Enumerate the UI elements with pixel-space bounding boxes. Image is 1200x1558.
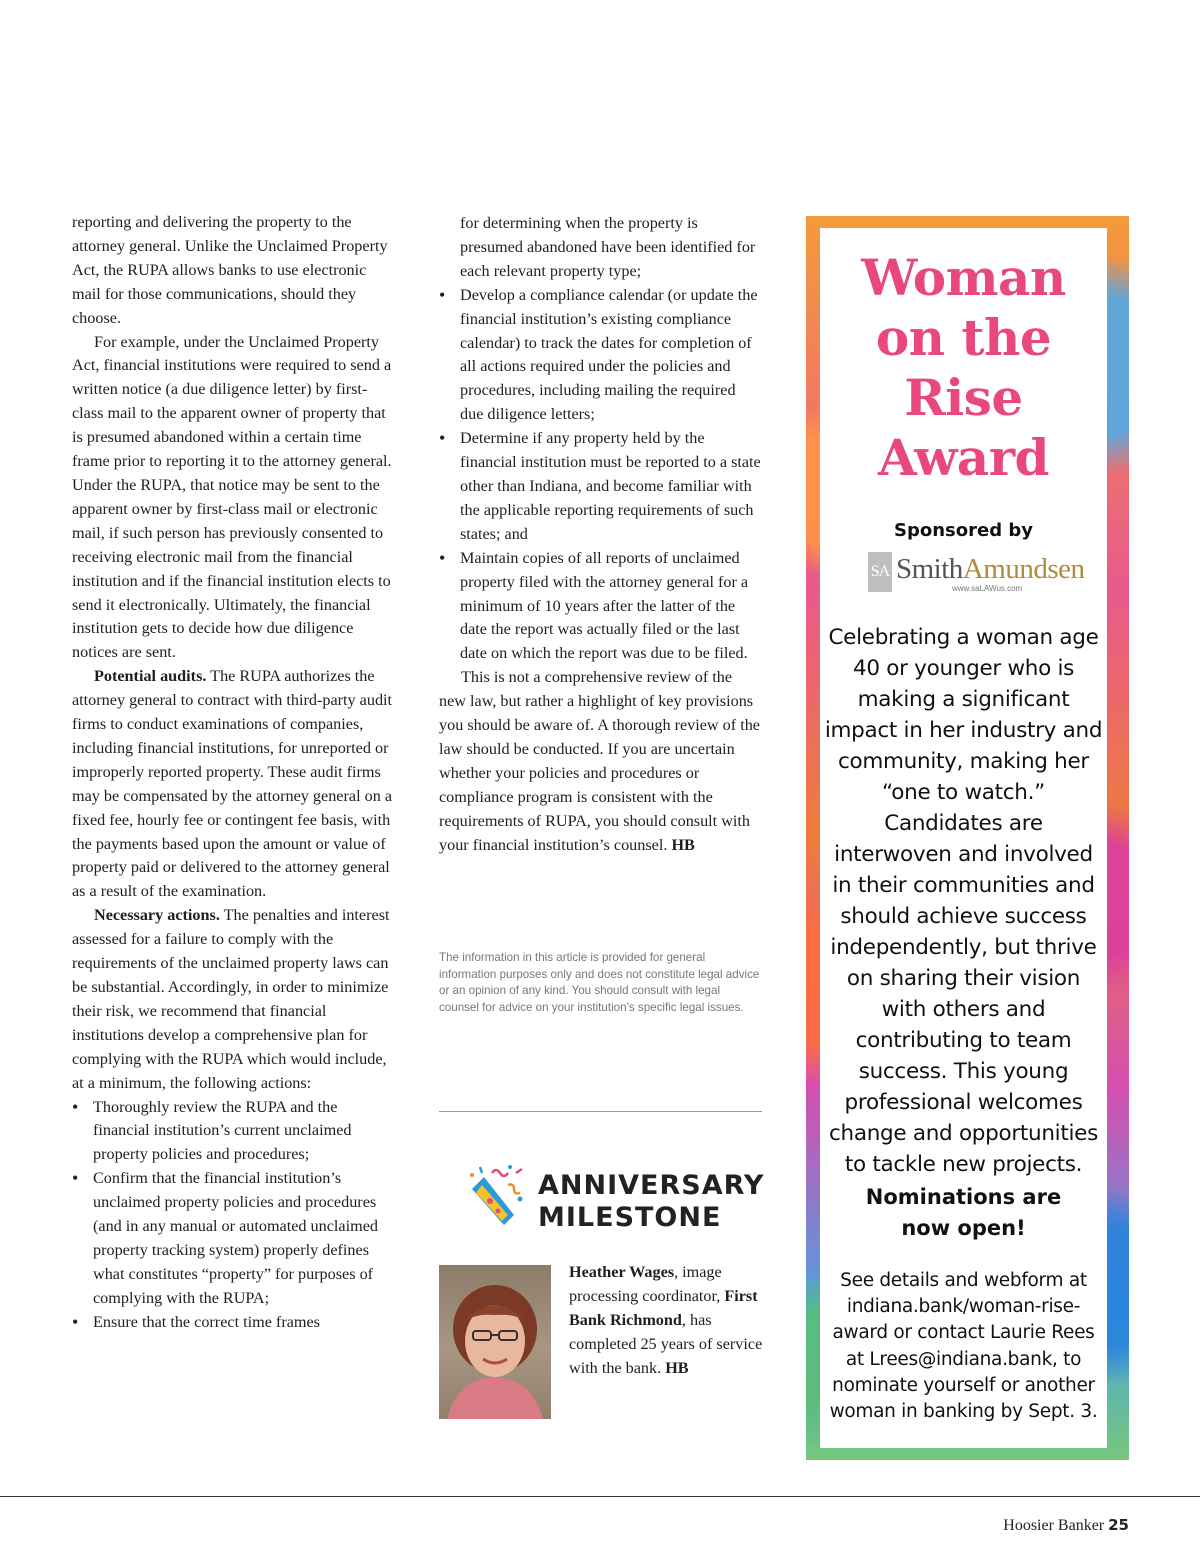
heading-line: ANNIVERSARY [538, 1170, 765, 1201]
page-footer [1003, 1516, 1129, 1535]
paragraph: For example, under the Unclaimed Property Act, financial institutions were required to send a written notice (a due diligence letter) by first-class mail to the apparent owner of property that is presumed abandoned within a certain time frame prior to reporting it to the attorney general. Under the RUPA, that notice may be sent to the apparent owner by first-class mail or electronic mail, if such person has previously consented to receiving electronic mail from the financial institution and if the financial institution elects to send it electronically. Ultimately, the financial institution gets to decide how due diligence notices are sent. [72, 332, 392, 662]
bullet-item: • Determine if any property held by the financial institution must be reported to a state other than Indiana, and become familiar with the applicable reporting requirements of such states; and [439, 427, 761, 547]
nominations-line: Nominations are [865, 1185, 1062, 1209]
paragraph-potential-audits [72, 665, 398, 904]
ad-title-line: Woman [861, 248, 1066, 307]
article-column-2 [439, 212, 761, 857]
logo-amundsen: Amundsen [962, 553, 1085, 585]
sponsored-by-label: Sponsored by [894, 520, 1033, 541]
ad-title-line: Rise [904, 368, 1023, 427]
paragraph-text: The penalties and interest assessed for a failure to comply with the requirements of the unclaimed property laws can be substantial. Accordingly, in order to minimize their risk, we recommend that financial institutions develop a comprehensive plan for complying with the RUPA which would include, at a minimum, the following actions: [72, 906, 390, 1092]
disclaimer: The information in this article is provided for general information purposes only and does not constitute legal advice or an opinion of any kind. You should consult with legal counsel for advice on your institution’s specific legal issues. [439, 951, 760, 1014]
subheading: Necessary actions. [94, 906, 220, 925]
ad-details: See details and webform at indiana.bank/woman-rise-award or contact Laurie Rees at Lrees@indiana.bank, to nominate yourself or another woman in banking by Sept. 3. [829, 1270, 1098, 1423]
nominations-open [820, 1182, 1107, 1244]
ad-title-line: Award [877, 428, 1049, 487]
bullet-item: • Confirm that the financial institution’s unclaimed property policies and procedures (and in any manual or automated unclaimed property tracking system) properly defines what constitutes “property” for purposes of complying with the RUPA; [72, 1167, 398, 1310]
bullet-item: • Develop a compliance calendar (or update the financial institution’s existing compliance calendar) to track the dates for completion of all actions required under the policies and procedures, including mailing the required due diligence letters; [439, 284, 761, 427]
footer-divider [0, 1496, 1200, 1497]
person-name: Heather Wages [569, 1263, 675, 1281]
award-advertisement [806, 216, 1129, 1460]
ad-panel [820, 228, 1107, 1448]
nominations-line: now open! [901, 1216, 1026, 1240]
article-column-1 [72, 211, 398, 1335]
bullet-item: • Maintain copies of all reports of unclaimed property filed with the attorney general for a minimum of 10 years after the latter of the date the report was actually filed or the last date on which the report was due to be filed. [439, 547, 761, 667]
anniversary-text [569, 1261, 769, 1381]
bank-name: First Bank Richmond [569, 1286, 758, 1329]
heading-line: MILESTONE [538, 1202, 722, 1233]
ad-title-line: on the [875, 308, 1052, 367]
paragraph: reporting and delivering the property to the attorney general. Unlike the Unclaimed Property Act, the RUPA allows banks to use electronic mail for those communications, should they choose. [72, 213, 388, 327]
divider [439, 1111, 762, 1112]
sponsor-logo-url: www.saLAWus.com [952, 584, 1023, 593]
sign-off: HB [665, 1358, 689, 1377]
sponsor-logo-name [896, 552, 1084, 586]
sponsor-logo-mark: SA [868, 552, 892, 592]
logo-smith: Smith [896, 553, 963, 585]
publication-name: Hoosier Banker [1003, 1517, 1105, 1534]
party-popper-icon [462, 1163, 530, 1231]
ad-description: Celebrating a woman age 40 or younger who is making a significant impact in her industry and community, making her “one to watch.” Candidates are interwoven and involved in their communities and should achieve success independently, but thrive on sharing their vision with others and contributing to team success. This young professional welcomes change and opportunities to tackle new projects. [824, 625, 1103, 1177]
bullet-item: • Thoroughly review the RUPA and the financial institution’s current unclaimed property policies and procedures; [72, 1096, 398, 1168]
sponsor-logo [868, 550, 1092, 598]
sign-off: HB [671, 835, 695, 854]
bullet-item: • Ensure that the correct time frames [72, 1311, 398, 1335]
page-number: 25 [1108, 1516, 1129, 1534]
portrait-photo [439, 1265, 551, 1419]
paragraph-necessary-actions [72, 904, 398, 1095]
closing-paragraph [439, 666, 761, 857]
ad-title [820, 248, 1107, 488]
bullet-continuation: for determining when the property is presumed abandoned have been identified for each relevant property type; [460, 214, 756, 280]
person-role: , image processing coordinator, [569, 1263, 725, 1305]
anniversary-heading [538, 1170, 768, 1234]
paragraph-text: The RUPA authorizes the attorney general to contract with third-party audit firms to conduct examinations of companies, including financial institutions, for unreported or improperly reported property. These audit firms may be compensated by the attorney general on a fixed fee, hourly fee or contingent fee basis, with the payments based upon the amount or value of property paid or delivered to the attorney general as a result of the examination. [72, 667, 393, 901]
subheading: Potential audits. [94, 667, 207, 686]
paragraph-text: This is not a comprehensive review of the new law, but rather a highlight of key provisions you should be aware of. A thorough review of the law should be conducted. If you are uncertain whether your policies and procedures or compliance program is consistent with the requirements of RUPA, you should consult with your financial institution’s counsel. [439, 668, 760, 854]
anniversary-detail: , has completed 25 years of service with the bank. [569, 1310, 763, 1377]
